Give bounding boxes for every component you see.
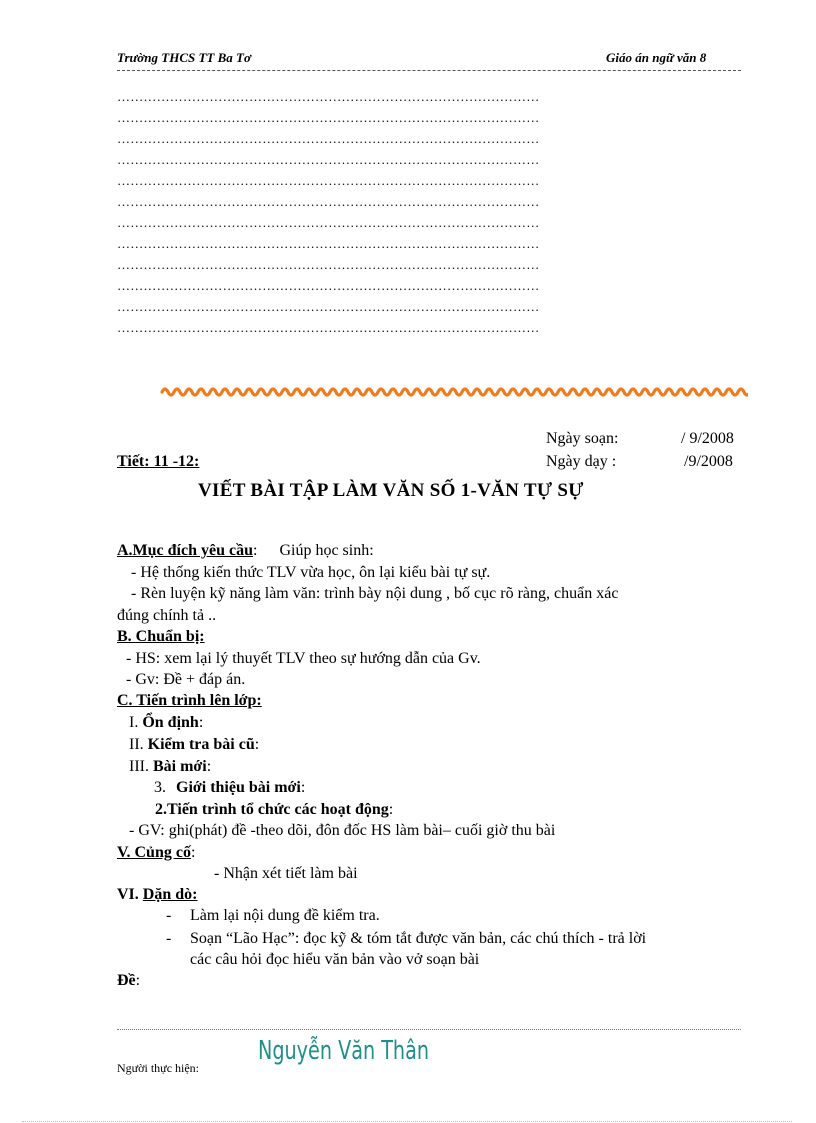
- dotted-line: ……………………………………………………………………………………: [117, 215, 540, 230]
- dotted-line: ……………………………………………………………………………………: [117, 110, 540, 125]
- bullet-dash: -: [166, 907, 172, 924]
- header-divider: [117, 70, 741, 71]
- dotted-line: ……………………………………………………………………………………: [117, 257, 540, 272]
- step-number: II.: [129, 736, 144, 753]
- step-colon: :: [206, 758, 212, 775]
- footer-divider: [117, 1029, 741, 1030]
- lesson-period: Tiết: 11 -12:: [117, 453, 200, 470]
- subject-name: Giáo án ngữ văn 8: [606, 50, 707, 65]
- exam-colon: :: [135, 972, 141, 989]
- section-c-step-2: [129, 736, 259, 754]
- dotted-line: ……………………………………………………………………………………: [117, 236, 540, 251]
- section-vi-item: Làm lại nội dung đề kiểm tra.: [190, 907, 380, 924]
- performer-label: Người thực hiện:: [117, 1061, 200, 1075]
- performer-signature: Nguyễn Văn Thân: [258, 1036, 429, 1066]
- section-b-item: - Gv: Đề + đáp án.: [126, 671, 246, 688]
- substep-title: 2.Tiến trình tổ chức các hoạt động: [155, 801, 389, 818]
- exam-heading: Đề: [117, 972, 136, 989]
- dotted-line: ……………………………………………………………………………………: [117, 152, 540, 167]
- section-b-item: - HS: xem lại lý thuyết TLV theo sự hướng dẫn của Gv.: [126, 650, 481, 667]
- section-vi-item-continuation: các câu hỏi đọc hiểu văn bản vào vở soạn bài: [190, 951, 480, 968]
- section-a-item: - Hệ thống kiến thức TLV vừa học, ôn lại kiểu bài tự sự.: [131, 564, 491, 581]
- section-c-step-3: [129, 758, 211, 776]
- section-b-heading: B. Chuẩn bị:: [117, 628, 205, 645]
- section-c-gv-line: - GV: ghi(phát) đề -theo dõi, đôn đốc HS làm bài– cuối giờ thu bài: [129, 822, 556, 839]
- dotted-line: ……………………………………………………………………………………: [117, 278, 540, 293]
- step-title: Ổn định: [142, 714, 199, 731]
- date-prepared-value: / 9/2008: [681, 430, 734, 447]
- date-prepared-label: Ngày soạn:: [546, 430, 619, 447]
- substep-colon: :: [300, 779, 306, 796]
- step-title: Bài mới: [152, 758, 207, 775]
- section-vi-prefix: VI.: [117, 886, 139, 903]
- page-title: VIẾT BÀI TẬP LÀM VĂN SỐ 1-VĂN TỰ SỰ: [198, 480, 584, 501]
- section-vi-bullet: [166, 907, 171, 925]
- section-a-heading-line: [117, 542, 374, 560]
- section-v-heading: V. Củng cố: [117, 844, 191, 861]
- bullet-dash: -: [166, 930, 172, 947]
- step-colon: :: [198, 714, 204, 731]
- dotted-line: ……………………………………………………………………………………: [117, 173, 540, 188]
- page-bottom-border: [22, 1121, 792, 1122]
- section-v-item: - Nhận xét tiết làm bài: [214, 865, 358, 882]
- section-a-colon: :: [253, 542, 258, 559]
- substep-number: 3.: [154, 779, 166, 796]
- section-vi-heading: Dặn dò:: [142, 886, 198, 903]
- step-title: Kiểm tra bài cũ: [147, 736, 255, 753]
- date-taught-value: /9/2008: [684, 453, 733, 470]
- exam-heading-line: [117, 972, 140, 990]
- section-a-item: đúng chính tả ..: [117, 607, 217, 624]
- section-v-colon: :: [190, 844, 196, 861]
- school-name: Trường THCS TT Ba Tơ: [117, 50, 251, 65]
- section-a-intro: Giúp học sinh:: [279, 542, 374, 559]
- section-vi-bullet: [166, 930, 171, 948]
- dotted-line: ……………………………………………………………………………………: [117, 299, 540, 314]
- step-number: I.: [129, 714, 139, 731]
- section-c-heading: C. Tiến trình lên lớp:: [117, 692, 262, 709]
- section-vi-item: Soạn “Lão Hạc”: đọc kỹ & tóm tắt được văn bản, các chú thích - trả lời: [190, 930, 647, 947]
- section-c-step-1: [129, 714, 203, 732]
- section-c-substep-2: [155, 801, 393, 819]
- section-a-item: - Rèn luyện kỹ năng làm văn: trình bày nội dung , bố cục rõ ràng, chuẩn xác: [131, 585, 619, 602]
- dotted-line: ……………………………………………………………………………………: [117, 320, 540, 335]
- substep-title: Giới thiệu bài mới: [176, 779, 301, 796]
- step-colon: :: [254, 736, 260, 753]
- date-taught-label: Ngày dạy :: [546, 453, 617, 470]
- section-vi-heading-line: [117, 886, 197, 904]
- section-c-substep-3: [154, 779, 305, 797]
- decorative-wave-divider: [160, 384, 748, 400]
- dotted-line: ……………………………………………………………………………………: [117, 89, 540, 104]
- dotted-line: ……………………………………………………………………………………: [117, 194, 540, 209]
- section-v-heading-line: [117, 844, 195, 862]
- section-a-heading: A.Mục đích yêu cầu: [117, 542, 253, 559]
- step-number: III.: [129, 758, 149, 775]
- dotted-line: ……………………………………………………………………………………: [117, 131, 540, 146]
- substep-colon: :: [388, 801, 394, 818]
